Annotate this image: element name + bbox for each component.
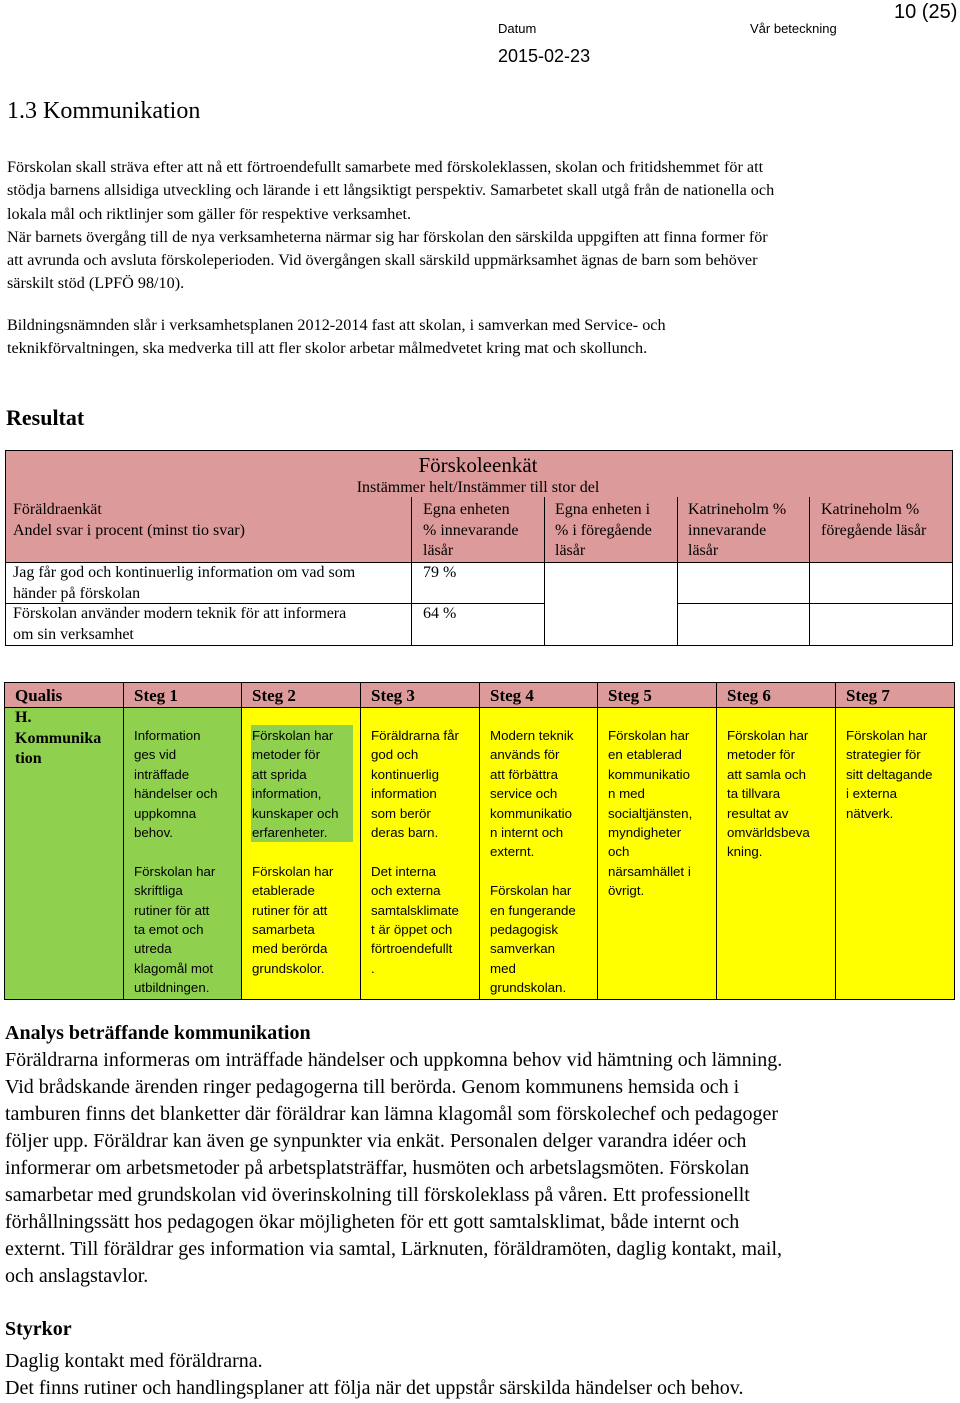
qualis-table [4,682,955,1000]
cell-line: Förskolan har [846,728,928,743]
cell-line: med berörda [252,941,328,957]
survey-column-2-header [555,500,675,562]
cell-line: ges vid [134,747,177,763]
qualis-header-step-3: Steg 3 [371,686,415,705]
survey-column-3-header [688,500,808,562]
qualis-step-2-text [252,726,357,978]
divider [123,683,124,999]
cell-line: sitt deltagande [846,766,933,782]
survey-row-2-question [13,604,408,645]
cell-line: klagomål mot [134,960,214,976]
survey-title: Förskoleenkät [418,453,538,477]
header-line: föregående läsår [821,521,927,539]
text-line: lokala mål och riktlinjer som gäller för respektive verksamhet. [7,204,412,223]
cell-line: Förskolan har [727,728,809,743]
divider [716,683,717,999]
survey-row-1-value: 79 % [423,564,457,581]
cell-line: samtalsklimate [371,902,459,918]
cell-line: Förskolan har [608,728,690,743]
cell-line: kunskaper och [252,805,339,821]
question-line: Förskolan använder modern teknik för att informera [13,605,347,622]
qualis-header-label: Qualis [15,686,63,705]
cell-line: används för [490,747,560,763]
cell-line: information, [252,786,322,802]
cell-line: uppkomna [134,805,197,821]
cell-line: i externa [846,786,897,802]
reference-label: Vår beteckning [750,21,837,36]
header-line: Egna enheten i [555,501,651,518]
survey-column-0-header [13,500,408,541]
qualis-header-step-6: Steg 6 [727,686,771,705]
text-line: Daglig kontakt med föräldrarna. [5,1350,263,1372]
cell-line: t är öppet och [371,922,453,938]
document-date: 2015-02-23 [498,46,591,66]
text-line: externt. Till föräldrar ges information via samtal, Lärknuten, föräldramöten, daglig kontakt, mail, [5,1238,783,1260]
cell-line: service och [490,786,558,802]
text-line: informerar om arbetsmetoder på arbetsplatsträffar, husmöten och arbetslagsmöten. Förskolan [5,1157,750,1179]
cell-line: ta tillvara [727,786,781,802]
text-line: Förskolan skall sträva efter att nå ett förtroendefullt samarbete med förskoleklassen, skolan och fritidshemmet för att [7,158,764,176]
text-line: Föräldrarna informeras om inträffade händelser och uppkomna behov vid hämtning och lämning. [5,1049,783,1071]
header-line: % innevarande [423,521,519,539]
divider [677,497,678,645]
cell-line: kommunikatio [608,766,691,782]
cell-line: externt. [490,844,535,860]
cell-line: Det interna [371,863,437,879]
cell-line: strategier för [846,747,921,763]
header-line: läsår [555,542,586,559]
cell-line: samarbeta [252,922,315,938]
header-line: Egna enheten [423,501,510,518]
label-line: tion [15,750,42,767]
divider [360,683,361,999]
cell-line: med [490,960,516,976]
cell-line: etablerade [252,883,315,899]
text-line: stödja barnens allsidiga utveckling och lärande i ett långsiktigt perspektiv. Samarbetet skall utgå från de nationella och [7,181,775,200]
cell-line: förtroendefullt [371,941,453,957]
survey-column-0-subtitle: Andel svar i procent (minst tio svar) [13,521,245,539]
cell-line: grundskolan. [490,980,567,996]
text-line: samarbetar med grundskolan vid överinskolning till förskoleklass på våren. Ett professionellt [5,1184,750,1206]
survey-column-4-header [821,500,951,541]
survey-subtitle: Instämmer helt/Instämmer till stor del [356,479,600,496]
cell-line: rutiner för att [134,902,210,918]
cell-line: en fungerande [490,902,576,918]
qualis-header-step-7: Steg 7 [846,686,890,705]
cell-line: metoder för [252,747,320,763]
divider [809,497,810,645]
cell-line: att förbättra [490,766,558,782]
header-line: Katrineholm % [688,501,787,518]
survey-column-1-header [423,500,543,562]
header-line: läsår [423,542,454,559]
cell-line: Förskolan har [252,863,334,879]
cell-line: Förskolan har [252,728,334,743]
question-line: Jag får god och kontinuerlig information om vad som [13,564,356,581]
cell-line: behov. [134,825,173,841]
results-heading: Resultat [6,405,85,430]
cell-line: övrigt. [608,883,645,899]
header-line: läsår [688,542,719,559]
divider [411,497,412,645]
cell-line: pedagogisk [490,922,559,938]
text-line: Det finns rutiner och handlingsplaner att följa när det uppstår särskilda händelser och behov. [5,1377,744,1399]
cell-line: metoder för [727,747,795,763]
header-line: Katrineholm % [821,501,920,518]
qualis-step-5-text [608,726,714,901]
analysis-heading: Analys beträffande kommunikation [5,1022,311,1044]
cell-line: myndigheter [608,825,682,841]
text-line: tamburen finns det blanketter där föräldrar kan lämna klagomål som förskolechef och pedagoger [5,1103,779,1125]
cell-line: nätverk. [846,805,894,821]
cell-line: och externa [371,883,441,899]
empty-cell [545,563,677,645]
survey-columns [5,497,953,646]
text-line: förhållningssätt hos pedagogen ökar möjligheten för ett gott samtalsklimat, både internt och [5,1211,740,1233]
divider [479,683,480,999]
qualis-header-step-1: Steg 1 [134,686,178,705]
survey-row-2-value: 64 % [423,605,457,622]
cell-line: Föräldrarna får [371,728,459,743]
qualis-step-1-text [134,726,239,998]
cell-line: n internt och [490,825,564,841]
label-line: Kommunika [15,729,102,747]
cell-line: information [371,786,437,802]
cell-line: grundskolor. [252,960,325,976]
qualis-header-step-5: Steg 5 [608,686,652,705]
cell-line: närsamhället i [608,863,691,879]
text-line: särskilt stöd (LPFÖ 98/10). [7,274,185,293]
text-line: följer upp. Föräldrar kan även ge synpunkter via enkät. Personalen delger varandra idéer och [5,1130,747,1152]
cell-line: rutiner för att [252,902,328,918]
cell-line: Förskolan har [490,883,572,899]
cell-line: Modern teknik [490,728,574,743]
cell-line: en etablerad [608,747,682,763]
date-label: Datum [498,21,537,36]
header-line: % i föregående [555,521,652,539]
cell-line: inträffade [134,766,190,782]
qualis-step-6-text [727,726,833,862]
cell-line: . [371,960,375,976]
cell-line: socialtjänsten, [608,805,693,821]
cell-line: utbildningen. [134,980,210,996]
strengths-heading: Styrkor [5,1318,72,1340]
cell-line: Förskolan har [134,863,216,879]
text-line: och anslagstavlor. [5,1265,149,1287]
cell-line: skriftliga [134,883,183,899]
cell-line: som berör [371,805,431,821]
qualis-header-step-4: Steg 4 [490,686,534,705]
cell-line: god och [371,747,419,763]
text-line: Vid brådskande ärenden ringer pedagogerna till berörda. Genom kommunens hemsida och i [5,1076,740,1098]
cell-line: resultat av [727,805,789,821]
label-line: H. [15,709,32,726]
cell-line: kning. [727,844,763,860]
cell-line: n med [608,786,645,802]
cell-line: händelser och [134,786,218,802]
intro-paragraph-1 [7,156,952,296]
qualis-step-4-text [490,726,595,998]
analysis-body [5,1047,955,1290]
divider [835,683,836,999]
qualis-step-7-text [846,726,952,823]
cell-line: och [608,844,630,860]
qualis-row-label [15,708,120,770]
question-line: händer på förskolan [13,584,141,602]
qualis-step-3-text [371,726,477,978]
intro-paragraph-2 [7,314,952,361]
text-line: När barnets övergång till de nya verksamheterna närmar sig har förskolan den särskilda uppgiften att finna former för [7,227,768,246]
cell-line: kontinuerlig [371,766,440,782]
cell-line: utreda [134,941,172,957]
question-line: om sin verksamhet [13,625,134,643]
cell-line: att sprida [252,766,307,782]
header-line: innevarande [688,521,767,539]
text-line: teknikförvaltningen, ska medverka till att fler skolor arbetar målmedvetet kring mat och skollunch. [7,339,648,358]
cell-line: deras barn. [371,825,439,841]
survey-row-1-question [13,563,408,604]
page-number: 10 (25) [894,1,958,23]
cell-line: Information [134,728,201,743]
cell-line: att samla och [727,766,807,782]
qualis-header-step-2: Steg 2 [252,686,296,705]
text-line: att avrunda och avsluta förskoleperioden. Vid övergången skall särskild uppmärksamhet ägnas de barn som behöver [7,251,758,270]
divider [597,683,598,999]
text-line: Bildningsnämnden slår i verksamhetsplanen 2012-2014 fast att skolan, i samverkan med Service- och [7,316,666,334]
cell-line: erfarenheter. [252,825,328,841]
cell-line: ta emot och [134,922,204,938]
divider [241,683,242,999]
strengths-body [5,1348,955,1402]
cell-line: kommunikatio [490,805,573,821]
section-title: 1.3 Kommunikation [7,98,201,124]
cell-line: omvärldsbeva [727,825,810,841]
survey-column-0-title: Föräldraenkät [13,501,102,518]
cell-line: samverkan [490,941,556,957]
